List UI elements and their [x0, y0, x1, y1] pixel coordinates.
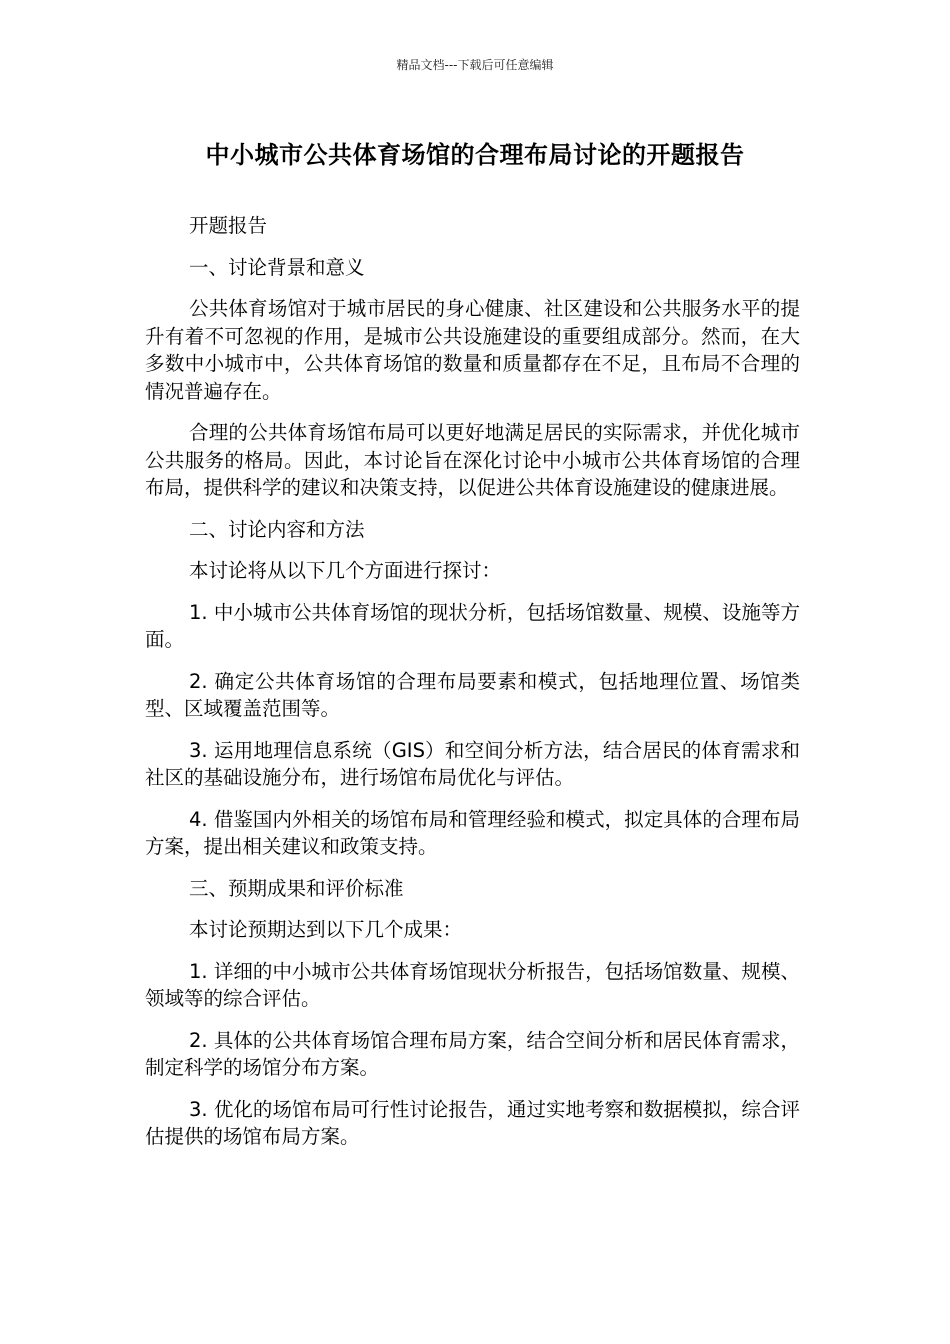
section-heading-outcomes: 三、预期成果和评价标准	[189, 876, 404, 900]
list-item-content-3: 3. 运用地理信息系统（GIS）和空间分析方法，结合居民的体育需求和社区的基础设施分布，进行场馆布局优化与评估。	[145, 738, 800, 789]
paragraph-outcomes-intro: 本讨论预期达到以下几个成果：	[189, 918, 463, 941]
section-heading-content: 二、讨论内容和方法	[189, 517, 365, 541]
paragraph-background-2: 合理的公共体育场馆布局可以更好地满足居民的实际需求，并优化城市公共服务的格局。因此，本讨论旨在深化讨论中小城市公共体育场馆的合理布局，提供科学的建议和决策支持，以促进公共体育设施建设的健康进展。	[145, 421, 800, 499]
list-item-content-2: 2. 确定公共体育场馆的合理布局要素和模式，包括地理位置、场馆类型、区域覆盖范围等。	[145, 669, 800, 720]
document-body	[145, 212, 800, 1165]
paragraph-background-1: 公共体育场馆对于城市居民的身心健康、社区建设和公共服务水平的提升有着不可忽视的作用，是城市公共设施建设的重要组成部分。然而，在大多数中小城市中，公共体育场馆的数量和质量都存在不足，且布局不合理的情况普遍存在。	[145, 297, 800, 403]
list-item-outcome-3: 3. 优化的场馆布局可行性讨论报告，通过实地考察和数据模拟，综合评估提供的场馆布局方案。	[145, 1097, 800, 1148]
paragraph-content-intro: 本讨论将从以下几个方面进行探讨：	[189, 559, 502, 582]
list-item-content-1: 1. 中小城市公共体育场馆的现状分析，包括场馆数量、规模、设施等方面。	[145, 600, 800, 651]
list-item-content-4: 4. 借鉴国内外相关的场馆布局和管理经验和模式，拟定具体的合理布局方案，提出相关建议和政策支持。	[145, 807, 800, 858]
document-title: 中小城市公共体育场馆的合理布局讨论的开题报告	[205, 141, 745, 169]
list-item-outcome-2: 2. 具体的公共体育场馆合理布局方案，结合空间分析和居民体育需求，制定科学的场馆分布方案。	[145, 1028, 800, 1079]
heading-proposal: 开题报告	[189, 214, 268, 237]
list-item-outcome-1: 1. 详细的中小城市公共体育场馆现状分析报告，包括场馆数量、规模、领域等的综合评估。	[145, 959, 800, 1010]
section-heading-background: 一、讨论背景和意义	[189, 255, 365, 279]
header-note: 精品文档---下载后可任意编辑	[396, 58, 554, 72]
